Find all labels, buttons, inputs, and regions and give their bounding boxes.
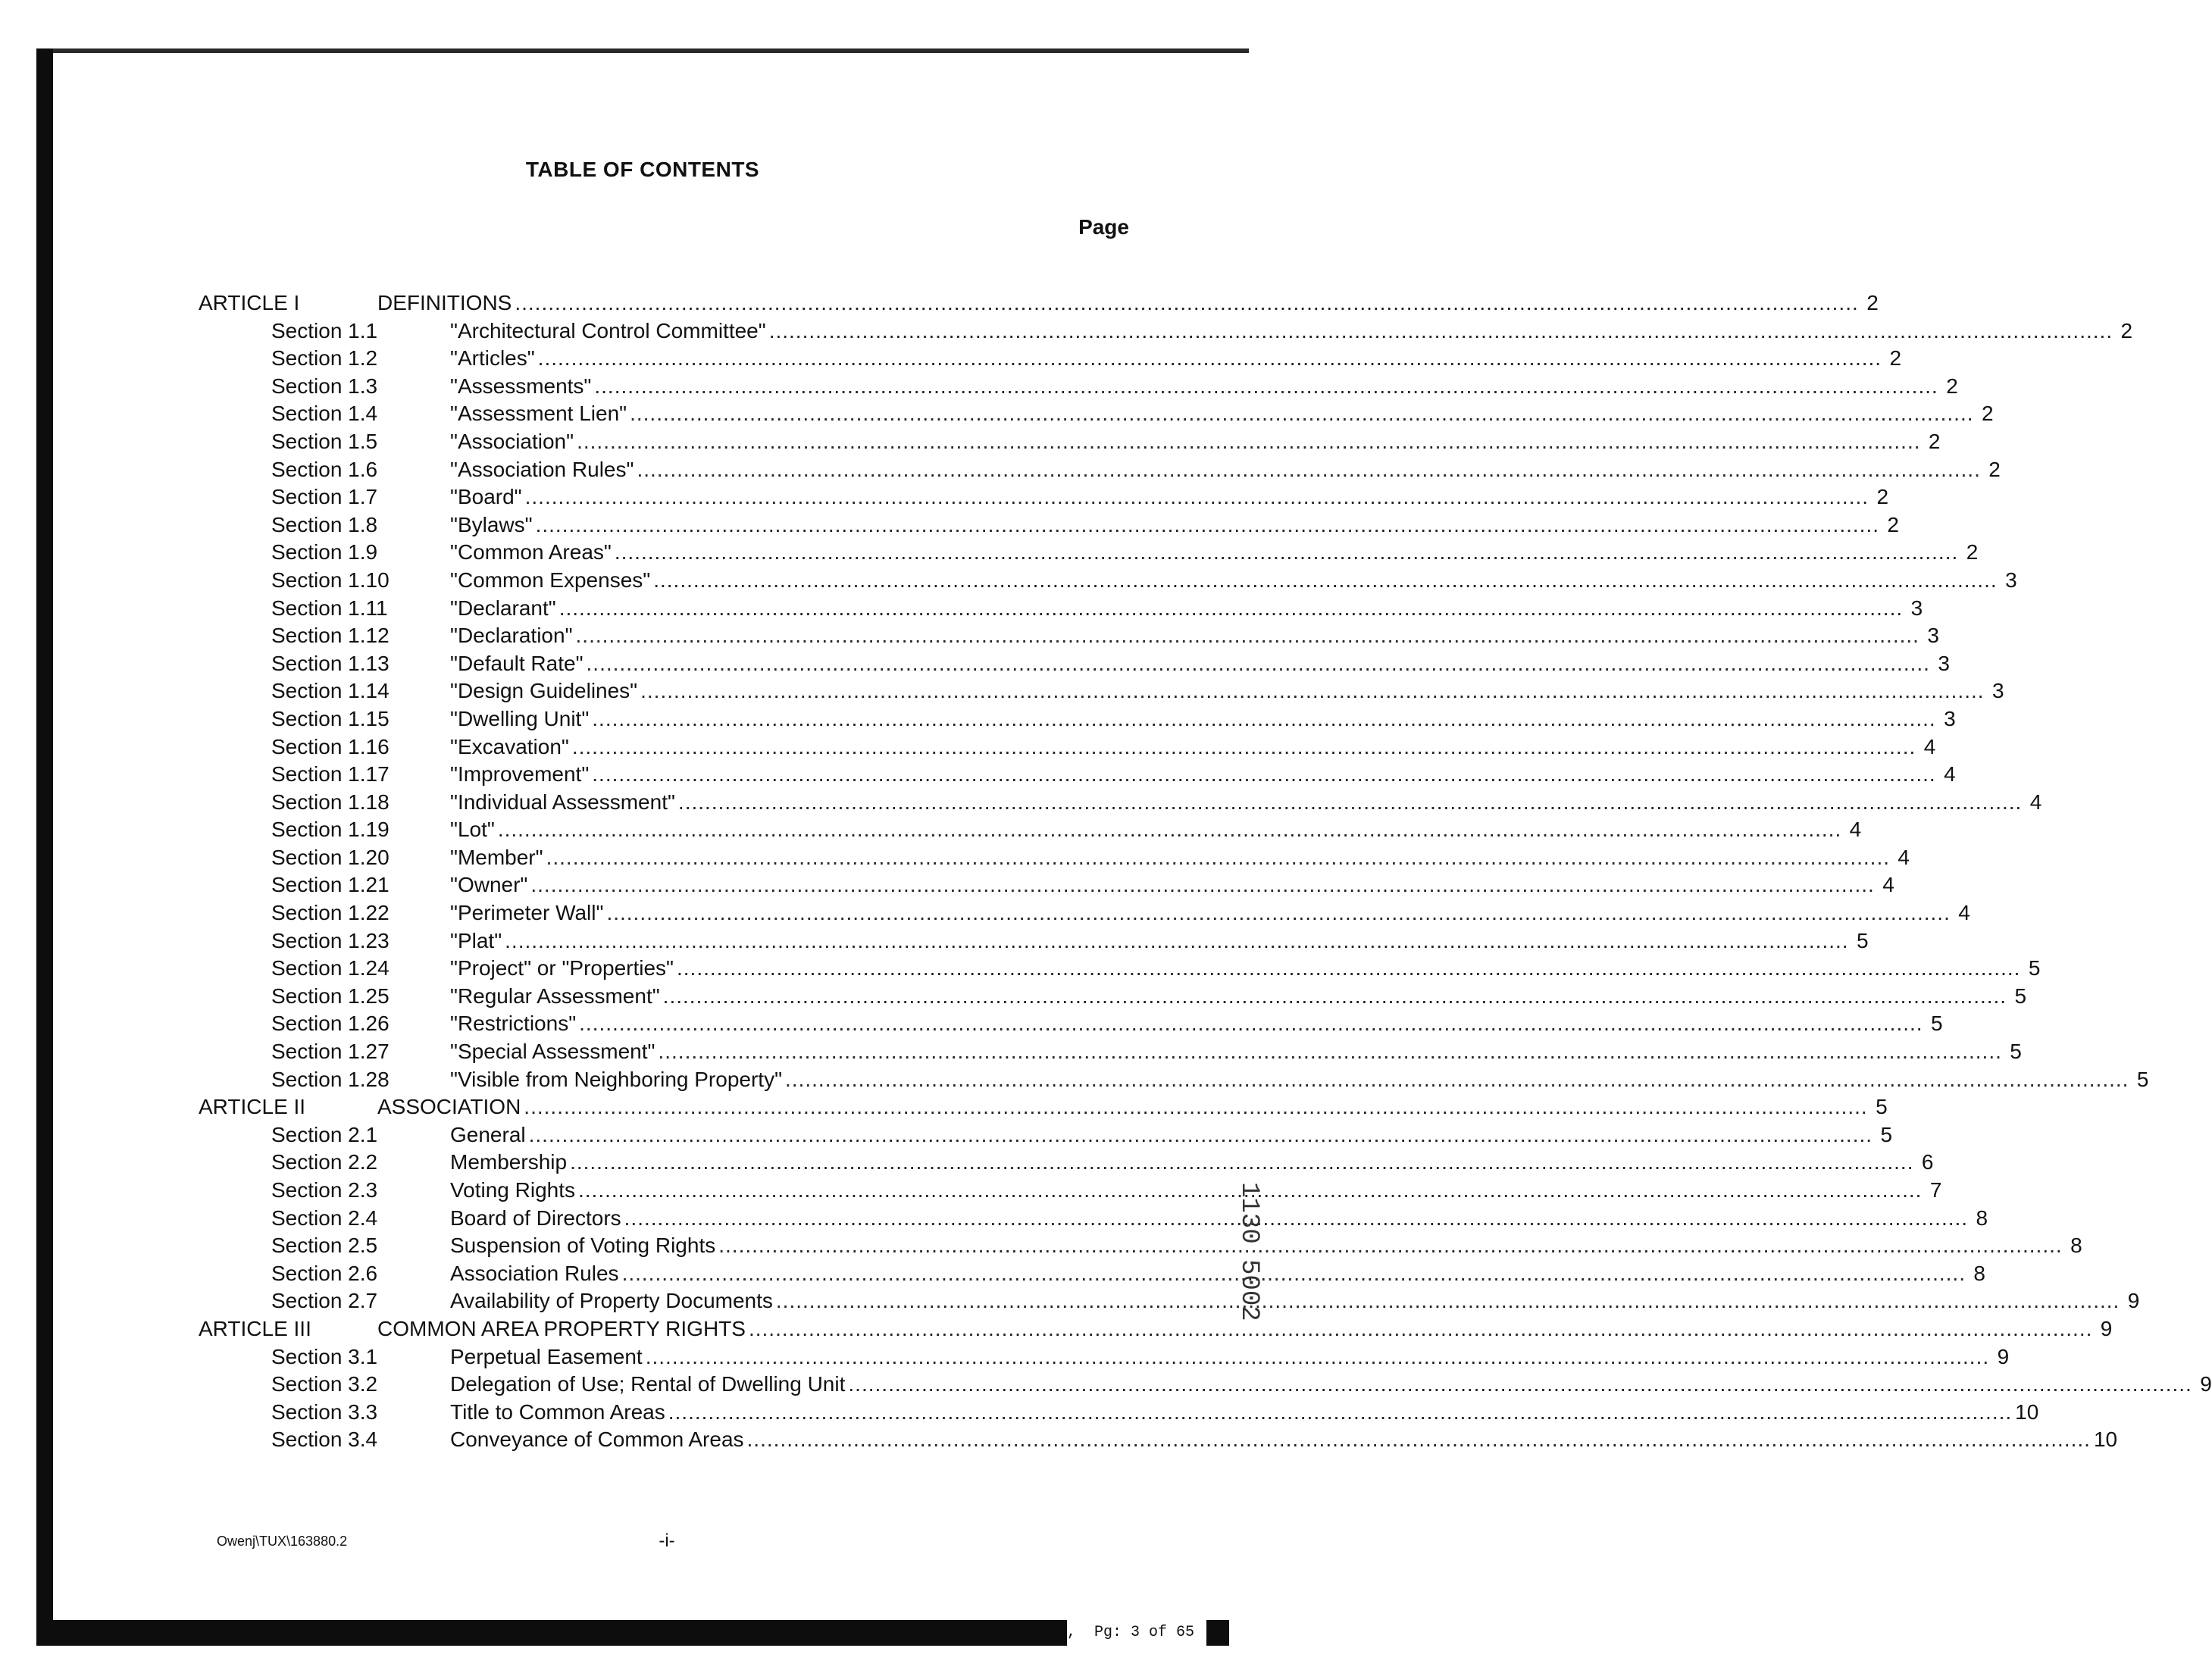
toc-entry-page: 2 [2120,318,2133,342]
dot-leader [587,650,1930,678]
toc-entry [450,871,1894,899]
toc-entry [450,1121,1893,1149]
toc-entry-title: "Assessment Lien" [450,402,627,426]
toc-section-row [0,816,1862,844]
dot-leader [524,1093,1867,1121]
dot-leader [576,622,1919,650]
toc-entry [450,483,1889,511]
toc-entry-label: Section 3.2 [271,1372,378,1396]
toc-section-row [0,650,1950,678]
dot-leader [624,1205,1968,1233]
toc-entry-title: DEFINITIONS [377,291,512,314]
toc-entry [450,567,2017,595]
toc-entry-title: "Association" [450,429,574,453]
toc-entry-label: Section 1.7 [271,485,378,509]
toc-entry-label: Section 1.26 [271,1012,390,1036]
dot-leader [653,567,1997,595]
toc-entry-title: "Dwelling Unit" [450,706,590,730]
toc-entry-label: Section 2.1 [271,1122,378,1146]
toc-entry-title: "Articles" [450,346,535,371]
toc-entry-label: Section 1.3 [271,374,378,398]
toc-entry-page: 4 [1882,873,1894,897]
toc-entry-title: "Default Rate" [450,651,584,675]
toc-entry-page: 5 [1856,928,1869,952]
dot-leader [577,428,1920,456]
toc-section-row [0,677,2004,705]
toc-section-row [0,1038,2022,1066]
toc-entry [450,650,1950,678]
toc-entry-label: Section 1.24 [271,956,390,980]
toc-section-row [0,871,1894,899]
dot-leader [515,289,1858,317]
toc-entry-title: COMMON AREA PROPERTY RIGHTS [377,1316,746,1340]
toc-entry [450,733,1936,761]
toc-entry-page: 2 [1966,540,1979,564]
dot-leader [530,871,1874,899]
toc-section-row [0,1066,2149,1094]
toc-section-row [0,1343,2010,1371]
toc-entry [450,595,1923,623]
toc-entry [450,428,1941,456]
toc-entry-label: Section 1.13 [271,651,390,675]
toc-entry-label: Section 1.10 [271,568,390,592]
toc-section-row [0,1205,1988,1233]
dot-leader [776,1287,2120,1315]
toc-entry-title: "Member" [450,845,543,869]
toc-entry-label: ARTICLE III [199,1316,311,1340]
toc-entry-page: 3 [1938,651,1950,675]
margin-stamp-text: 1130 5002 [1234,1182,1263,1321]
toc-section-row [0,1121,1893,1149]
toc-section-row [0,373,1958,401]
toc-article-row [0,1315,2113,1343]
toc-entry-label: ARTICLE II [199,1095,306,1119]
toc-entry [450,1232,2082,1260]
toc-entry [450,1149,1934,1177]
toc-entry-label: Section 1.16 [271,734,390,758]
toc-section-row [0,844,1910,872]
toc-entry-title: "Declaration" [450,624,573,648]
toc-entry-page: 4 [1923,734,1936,758]
toc-entry-page: 4 [1898,845,1910,869]
table-of-contents [0,289,2212,1454]
dot-leader [785,1066,2129,1094]
dot-leader [646,1343,1989,1371]
toc-entry-page: 3 [1944,706,1956,730]
toc-section-row [0,789,2042,817]
toc-entry-page: 2 [1981,402,1994,426]
dot-leader [663,983,2007,1011]
toc-entry-page: 3 [1927,624,1939,648]
toc-entry [377,289,1879,317]
toc-entry-page: 5 [2014,983,2027,1008]
toc-entry-page: 8 [2070,1234,2082,1258]
toc-entry-page: 5 [1880,1122,1893,1146]
toc-section-row [0,1010,1943,1038]
toc-entry-title: ASSOCIATION [377,1095,521,1119]
dot-leader [640,677,1984,705]
toc-entry-title: "Perimeter Wall" [450,901,604,925]
toc-entry-label: ARTICLE I [199,291,300,314]
toc-entry [450,983,2027,1011]
toc-section-row [0,622,1939,650]
toc-entry-title: "Improvement" [450,762,590,786]
toc-section-row [0,317,2133,346]
toc-entry-label: Section 2.5 [271,1234,378,1258]
toc-entry [450,844,1910,872]
page-column-label: Page [1078,215,1129,239]
toc-entry [450,373,1958,401]
toc-entry [450,400,1994,428]
dot-leader [747,1426,2091,1454]
toc-entry [450,1010,1943,1038]
toc-entry [450,317,2133,346]
toc-entry-title: "Common Expenses" [450,568,651,592]
toc-entry-page: 4 [1849,818,1862,842]
toc-section-row [0,1426,2118,1454]
toc-entry [450,789,2042,817]
toc-entry-label: Section 1.27 [271,1040,390,1064]
toc-entry-page: 5 [1930,1012,1943,1036]
document-reference: Owenj\TUX\163880.2 [217,1534,348,1549]
margin-recording-stamp [1222,1182,1263,1424]
toc-section-row [0,1287,2140,1315]
dot-leader [592,761,1935,789]
toc-entry-label: Section 1.1 [271,318,378,342]
toc-entry-label: Section 1.17 [271,762,390,786]
page-count-stamp: , Pg: 3 of 65 [1067,1621,1206,1644]
toc-entry-title: "Declarant" [450,596,556,620]
toc-entry-page: 2 [1928,429,1941,453]
toc-entry-title: "Special Assessment" [450,1040,655,1064]
toc-entry-title: "Visible from Neighboring Property" [450,1067,783,1091]
toc-entry [450,511,1899,539]
toc-entry-title: "Restrictions" [450,1012,577,1036]
toc-entry-title: "Board" [450,485,522,509]
toc-entry-label: Section 1.22 [271,901,390,925]
toc-entry-label: Section 2.3 [271,1178,378,1202]
toc-section-row [0,456,2001,484]
toc-entry-page: 4 [1958,901,1970,925]
toc-section-row [0,1399,2039,1427]
toc-entry-label: Section 3.1 [271,1344,378,1368]
toc-section-row [0,1232,2082,1260]
scan-border-top [36,48,1249,53]
toc-entry-label: Section 1.23 [271,928,390,952]
toc-entry-title: Perpetual Easement [450,1344,643,1368]
toc-entry-title: "Project" or "Properties" [450,956,674,980]
toc-entry-page: 8 [1976,1205,1988,1230]
toc-section-row [0,955,2041,983]
toc-section-row [0,927,1869,955]
dot-leader [622,1260,1966,1288]
toc-entry-title: "Association Rules" [450,457,634,481]
scan-border-bottom [36,1620,1067,1646]
toc-entry-title: "Regular Assessment" [450,983,660,1008]
toc-entry-page: 4 [1944,762,1956,786]
toc-entry-title: "Architectural Control Committee" [450,318,766,342]
toc-entry-page: 2 [1946,374,1958,398]
toc-entry-label: Section 2.6 [271,1261,378,1285]
dot-leader [769,317,2113,346]
toc-entry-page: 3 [2005,568,2017,592]
toc-entry [450,1066,2149,1094]
dot-leader [668,1399,2012,1427]
toc-section-row [0,899,1970,927]
toc-section-row [0,1371,2212,1399]
toc-entry-label: Section 1.25 [271,983,390,1008]
toc-section-row [0,705,1956,733]
toc-entry-label: Section 2.2 [271,1150,378,1174]
toc-section-row [0,983,2027,1011]
toc-entry-page: 2 [1988,457,2001,481]
toc-entry [450,899,1970,927]
toc-entry-label: Section 1.15 [271,706,390,730]
toc-entry-page: 9 [1997,1344,2010,1368]
toc-entry-title: General [450,1122,526,1146]
toc-entry-label: Section 1.18 [271,790,390,814]
toc-entry-page: 5 [2028,956,2041,980]
dot-leader [525,483,1869,511]
toc-entry-label: Section 1.19 [271,818,390,842]
toc-entry-label: Section 1.21 [271,873,390,897]
document-title: TABLE OF CONTENTS [525,158,760,181]
dot-leader [658,1038,2001,1066]
toc-entry-label: Section 1.12 [271,624,390,648]
dot-leader [677,955,2020,983]
dot-leader [630,400,1973,428]
toc-entry-page: 3 [1910,596,1923,620]
toc-entry [450,1371,2212,1399]
scan-border-bottom-right [1206,1620,1229,1646]
dot-leader [546,844,1890,872]
dot-leader [529,1121,1873,1149]
toc-section-row [0,400,1994,428]
toc-section-row [0,567,2017,595]
toc-entry-label: Section 3.4 [271,1428,378,1452]
dot-leader [559,595,1903,623]
toc-entry-label: Section 1.2 [271,346,378,371]
toc-entry-title: Title to Common Areas [450,1399,665,1424]
toc-entry [450,761,1956,789]
toc-section-row [0,1177,1942,1205]
toc-entry-title: "Common Areas" [450,540,612,564]
dot-leader [678,789,2022,817]
toc-entry [450,456,2001,484]
toc-entry-page: 4 [2029,790,2042,814]
toc-entry [450,677,2004,705]
toc-entry-page: 5 [2010,1040,2022,1064]
toc-entry-label: Section 1.5 [271,429,378,453]
toc-entry-title: "Plat" [450,928,502,952]
toc-entry-title: Availability of Property Documents [450,1289,773,1313]
toc-entry-page: 5 [2136,1067,2149,1091]
dot-leader [848,1371,2192,1399]
dot-leader [749,1315,2092,1343]
toc-section-row [0,428,1941,456]
dot-leader [579,1010,1923,1038]
toc-entry-title: "Assessments" [450,374,592,398]
toc-entry [450,622,1939,650]
toc-entry-label: Section 1.4 [271,402,378,426]
toc-entry-title: Delegation of Use; Rental of Dwelling Unit [450,1372,846,1396]
toc-entry [450,1177,1942,1205]
toc-entry-label: Section 1.11 [271,596,388,620]
toc-entry [450,1426,2118,1454]
toc-entry [377,1093,1888,1121]
toc-section-row [0,483,1889,511]
toc-entry-page: 9 [2127,1289,2140,1313]
toc-entry-label: Section 1.20 [271,845,390,869]
toc-section-row [0,1260,1985,1288]
toc-entry-title: Board of Directors [450,1205,621,1230]
toc-entry-title: "Owner" [450,873,528,897]
toc-entry-label: Section 1.8 [271,512,378,536]
toc-entry-page: 5 [1876,1095,1888,1119]
dot-leader [594,373,1938,401]
toc-entry-label: Section 2.4 [271,1205,378,1230]
toc-entry-label: Section 2.7 [271,1289,378,1313]
toc-entry [450,927,1869,955]
toc-entry-page: 6 [1921,1150,1934,1174]
toc-entry-title: "Bylaws" [450,512,533,536]
dot-leader [637,456,1980,484]
toc-entry [450,816,1862,844]
toc-entry-page: 8 [1973,1261,1985,1285]
toc-entry-page: 2 [1876,485,1889,509]
toc-entry [450,705,1956,733]
toc-entry-label: Section 1.28 [271,1067,390,1091]
dot-leader [718,1232,2062,1260]
toc-article-row [0,289,1879,317]
toc-entry-title: "Design Guidelines" [450,679,638,703]
toc-entry-label: Section 1.6 [271,457,378,481]
toc-entry [450,345,1902,373]
toc-entry-page: 10 [2015,1399,2039,1424]
toc-article-row [0,1093,1888,1121]
toc-entry-page: 2 [1887,512,1899,536]
toc-entry [450,1399,2039,1427]
dot-leader [606,899,1950,927]
dot-leader [570,1149,1913,1177]
toc-entry-title: Voting Rights [450,1178,575,1202]
toc-entry [377,1315,2113,1343]
toc-entry-title: Suspension of Voting Rights [450,1234,716,1258]
toc-entry-label: Section 1.14 [271,679,390,703]
toc-entry [450,1205,1988,1233]
toc-entry [450,1260,1985,1288]
toc-entry-page: 10 [2093,1428,2118,1452]
toc-entry-page: 9 [2200,1372,2212,1396]
toc-entry-title: "Individual Assessment" [450,790,675,814]
toc-section-row [0,1149,1934,1177]
toc-entry-title: "Lot" [450,818,495,842]
toc-entry-page: 2 [1866,291,1879,314]
toc-entry-title: Membership [450,1150,568,1174]
dot-leader [505,927,1848,955]
toc-entry-page: 3 [1991,679,2004,703]
toc-entry [450,1343,2010,1371]
dot-leader [536,511,1879,539]
toc-entry-page: 7 [1929,1178,1942,1202]
toc-entry-page: 2 [1889,346,1902,371]
dot-leader [538,345,1882,373]
dot-leader [572,733,1916,761]
toc-section-row [0,761,1956,789]
toc-entry [450,539,1979,567]
toc-section-row [0,539,1979,567]
toc-section-row [0,345,1902,373]
toc-entry-title: "Excavation" [450,734,569,758]
toc-section-row [0,733,1936,761]
toc-entry [450,955,2041,983]
toc-entry-label: Section 3.3 [271,1399,378,1424]
toc-entry-page: 9 [2100,1316,2113,1340]
dot-leader [592,705,1935,733]
toc-section-row [0,511,1899,539]
page-number: -i- [659,1531,675,1551]
dot-leader [498,816,1841,844]
toc-entry [450,1038,2022,1066]
toc-entry [450,1287,2140,1315]
toc-section-row [0,595,1923,623]
toc-entry-label: Section 1.9 [271,540,378,564]
dot-leader [615,539,1958,567]
toc-entry-title: Association Rules [450,1261,619,1285]
toc-entry-title: Conveyance of Common Areas [450,1428,744,1452]
